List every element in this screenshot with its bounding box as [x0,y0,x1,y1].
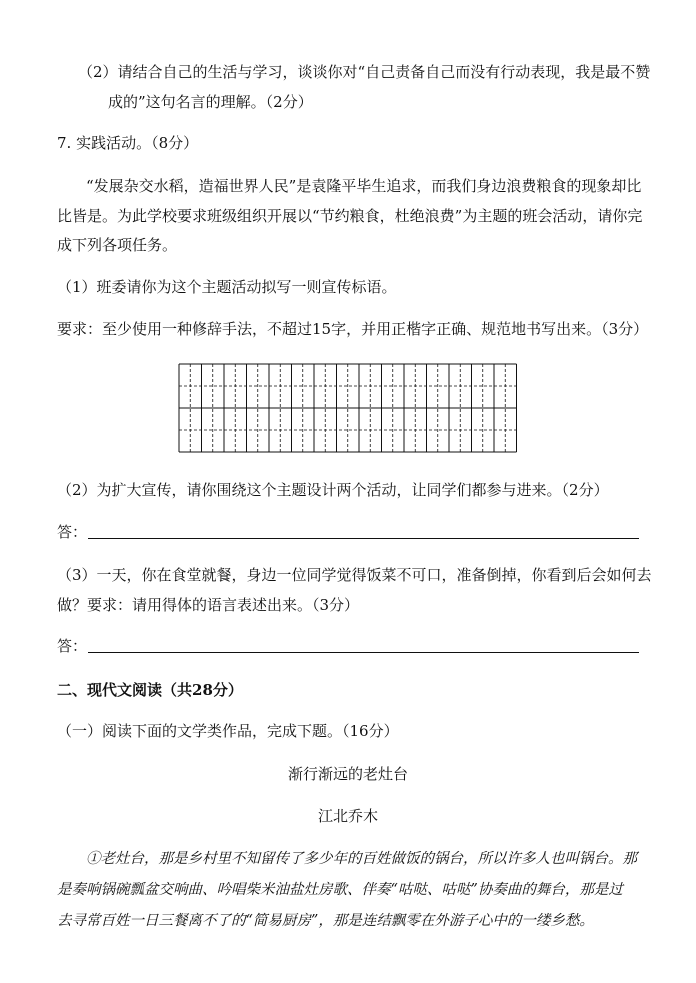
q7-intro-line3: 成下列各项任务。 [57,236,178,254]
q7-sub3-line2: 做？要求：请用得体的语言表述出来。（3分） [57,596,360,614]
answer-line-1[interactable] [88,538,639,539]
q7-sub1: （1）班委请你为这个主题活动拟写一则宣传标语。 [57,278,397,296]
paragraph-1-line2: 是奏响锅碗瓢盆交响曲、吟唱柴米油盐灶房歌、伴奏“咕哒、咕哒”协奏曲的舞台，那是过 [57,882,623,898]
section-2-part1: （一）阅读下面的文学类作品，完成下题。（16分） [57,722,399,740]
paragraph-1-line3: 去寻常百姓一日三餐离不了的“简易厨房”，那是连结飘零在外游子心中的一缕乡愁。 [57,913,594,929]
q7-requirement: 要求：至少使用一种修辞手法，不超过15字，并用正楷字正确、规范地书写出来。（3分） [57,320,649,338]
q7-intro-line1: “发展杂交水稻，造福世界人民”是袁隆平毕生追求，而我们身边浪费粮食的现象却比 [86,177,642,195]
q7-intro-line2: 比皆是。为此学校要求班级组织开展以“节约粮食，杜绝浪费”为主题的班会活动，请你完 [57,207,643,225]
q7-sub2: （2）为扩大宣传，请你围绕这个主题设计两个活动，让同学们都参与进来。（2分） [57,481,609,499]
answer-line-2[interactable] [88,652,639,653]
q7-title: 7. 实践活动。（8分） [57,134,199,152]
section-2-title: 二、现代文阅读（共28分） [57,681,243,699]
answer-label-2: 答： [57,637,88,655]
q6-2-line2: 成的”这句名言的理解。（2分） [108,93,313,111]
article-title: 渐行渐远的老灶台 [287,765,408,783]
paragraph-1-line1: ①老灶台，那是乡村里不知留传了多少年的百姓做饭的锅台，所以许多人也叫锅台。那 [86,851,637,867]
q7-sub3-line1: （3）一天，你在食堂就餐，身边一位同学觉得饭菜不可口，准备倒掉，你看到后会如何去 [57,566,652,584]
q6-2-line1: （2）请结合自己的生活与学习，谈谈你对“自己责备自己而没有行动表现，我是最不赞 [78,63,651,81]
answer-label-1: 答： [57,523,88,541]
article-author: 江北乔木 [317,807,378,825]
writing-grid[interactable] [178,363,520,453]
